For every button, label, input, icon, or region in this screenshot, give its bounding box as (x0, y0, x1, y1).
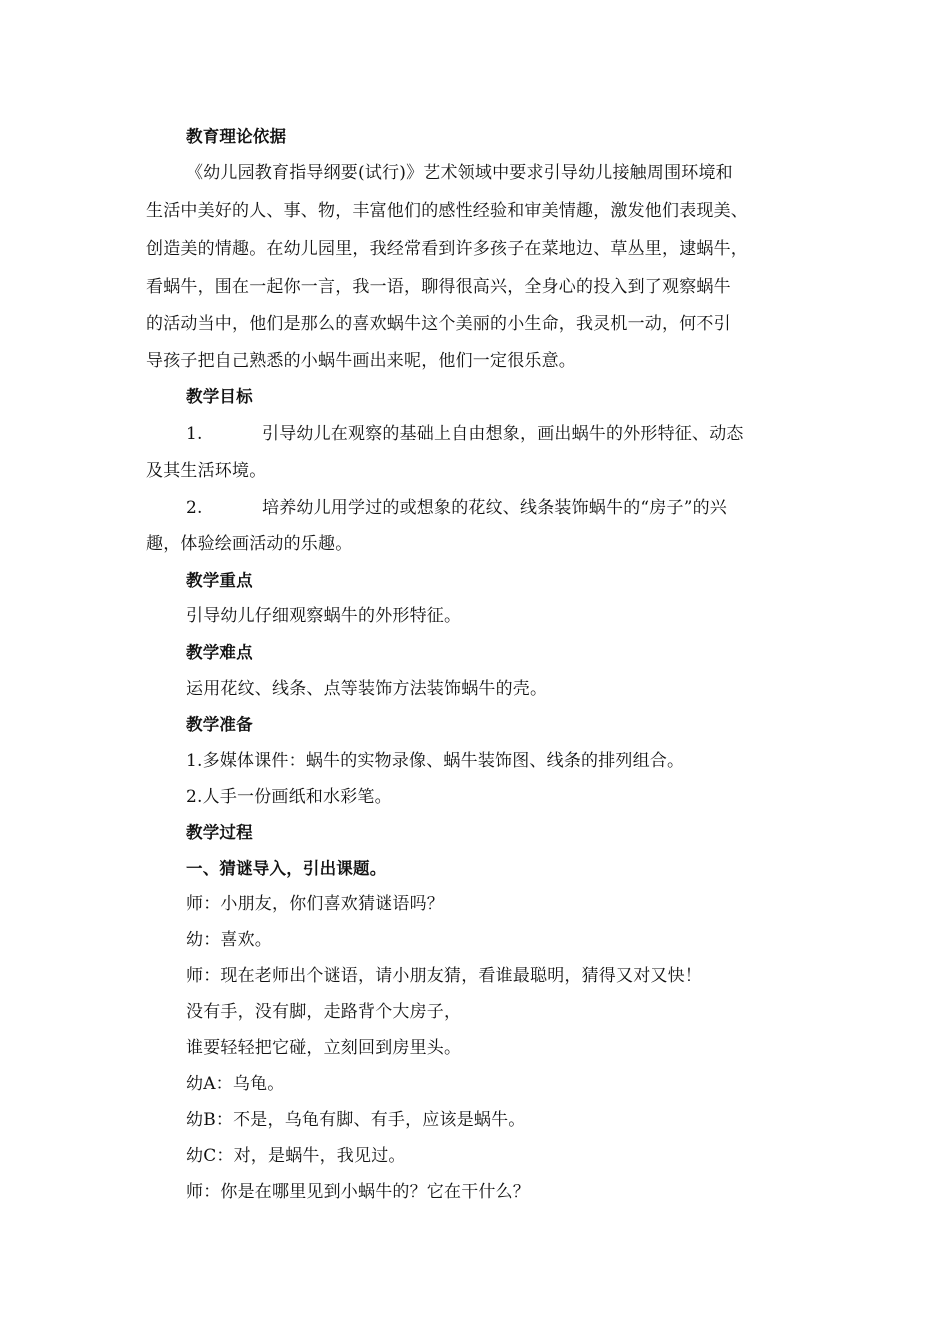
heading-goals: 教学目标 (186, 387, 253, 406)
prep-item: 1.多媒体课件：蜗牛的实物录像、蜗牛装饰图、线条的排列组合。 (186, 751, 685, 771)
goal-1-number: 1. (186, 424, 203, 444)
theory-line: 生活中美好的人、事、物，丰富他们的感性经验和审美情趣，激发他们表现美、 (146, 201, 748, 221)
goal-2-number: 2. (186, 498, 203, 518)
theory-line: 的活动当中，他们是那么的喜欢蜗牛这个美丽的小生命，我灵机一动，何不引 (146, 314, 731, 334)
heading-preparation: 教学准备 (186, 715, 253, 734)
dialogue-line: 幼A：乌龟。 (186, 1074, 285, 1094)
theory-line: 《幼儿园教育指导纲要(试行)》艺术领域中要求引导幼儿接触周围环境和 (186, 163, 733, 183)
goal-2 (186, 497, 727, 519)
dialogue-line: 谁要轻轻把它碰，立刻回到房里头。 (186, 1038, 462, 1058)
dialogue-line: 幼C：对，是蜗牛，我见过。 (186, 1146, 406, 1166)
theory-line: 看蜗牛，围在一起你一言，我一语，聊得很高兴，全身心的投入到了观察蜗牛 (146, 277, 731, 297)
heading-key-point: 教学重点 (186, 571, 253, 590)
dialogue-line: 师：现在老师出个谜语，请小朋友猜，看谁最聪明，猜得又对又快！ (186, 966, 702, 986)
key-point-text: 引导幼儿仔细观察蜗牛的外形特征。 (186, 606, 462, 626)
dialogue-line: 师：你是在哪里见到小蜗牛的？它在干什么？ (186, 1182, 530, 1202)
goal-1-text: 引导幼儿在观察的基础上自由想象，画出蜗牛的外形特征、动态 (262, 424, 744, 444)
process-step-1: 一、猜谜导入，引出课题。 (186, 859, 387, 878)
goal-1 (186, 423, 744, 445)
goal-2-continuation: 趣，体验绘画活动的乐趣。 (146, 534, 353, 554)
dialogue-line: 没有手，没有脚，走路背个大房子， (186, 1002, 462, 1022)
difficulty-text: 运用花纹、线条、点等装饰方法装饰蜗牛的壳。 (186, 679, 548, 699)
heading-theory: 教育理论依据 (186, 127, 287, 146)
heading-difficulty: 教学难点 (186, 643, 253, 662)
theory-line: 导孩子把自己熟悉的小蜗牛画出来呢，他们一定很乐意。 (146, 351, 576, 371)
prep-item: 2.人手一份画纸和水彩笔。 (186, 787, 392, 807)
dialogue-line: 幼B：不是，乌龟有脚、有手，应该是蜗牛。 (186, 1110, 526, 1130)
goal-2-text: 培养幼儿用学过的或想象的花纹、线条装饰蜗牛的“房子”的兴 (262, 498, 727, 518)
theory-line: 创造美的情趣。在幼儿园里，我经常看到许多孩子在菜地边、草丛里，逮蜗牛， (146, 239, 748, 259)
dialogue-line: 幼：喜欢。 (186, 930, 272, 950)
heading-process: 教学过程 (186, 823, 253, 842)
dialogue-line: 师：小朋友，你们喜欢猜谜语吗？ (186, 894, 444, 914)
goal-1-continuation: 及其生活环境。 (146, 461, 267, 481)
